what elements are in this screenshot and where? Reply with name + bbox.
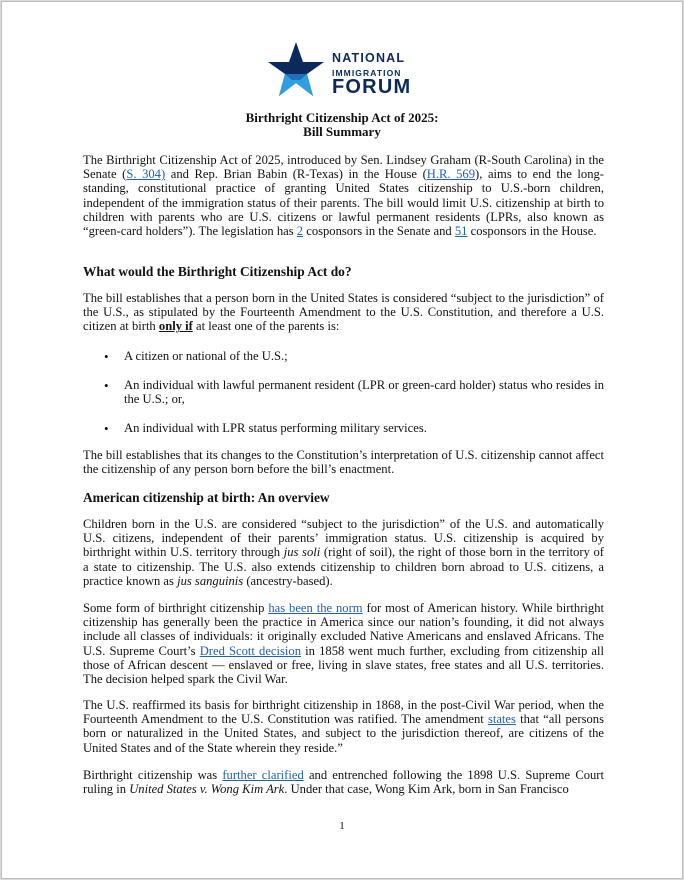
link-further-clarified[interactable]: further clarified	[222, 768, 304, 782]
paragraph-text: and entrenched following the 1898 U.S. Supreme Court ruling in	[83, 768, 604, 797]
document-subtitle: Bill Summary	[303, 124, 381, 139]
intro-text: and Rep. Brian Babin (R-Texas) in the House (	[165, 167, 427, 182]
paragraph-text: The bill establishes that a person born in the United States is considered “subject to the jurisdiction” of the U.S., as stipulated by the Fourteenth Amendment to the U.S. Constitution, and therefore a U.S. citizen at birth	[83, 291, 604, 334]
paragraph-text: Some form of birthright citizenship	[83, 601, 269, 615]
italic-jus-soli: jus soli	[283, 545, 321, 560]
link-senate-cosponsors[interactable]: 2	[296, 224, 304, 239]
document-page	[1, 1, 683, 879]
paragraph-text: . Under that case, Wong Kim Ark, born in San Francisco	[284, 782, 569, 797]
link-has-been-the-norm[interactable]: has been the norm	[268, 601, 363, 615]
wong-kim-ark-paragraph	[83, 768, 604, 796]
bullet-item: An individual with lawful permanent resident (LPR or green-card holder) status who resides in the U.S.; or,	[124, 378, 604, 407]
logo-text-immigration: IMMIGRATION	[332, 68, 402, 78]
paragraph-text: (right of soil), the right of those born in the territory of a state to citizenship. The U.S. also extends citizenship to children born abroad to U.S. citizens, a practice known as	[83, 545, 605, 588]
bullet-item: A citizen or national of the U.S.;	[124, 349, 288, 363]
star-logo-icon	[266, 40, 326, 100]
paragraph-text: (ancestry-based).	[243, 573, 333, 588]
bill-establishes-paragraph	[83, 291, 604, 334]
bullet-icon: •	[104, 421, 109, 436]
section-heading-what-would: What would the Birthright Citizenship Act do?	[83, 264, 352, 279]
enactment-paragraph: The bill establishes that its changes to the Constitution’s interpretation of U.S. citizenship cannot affect the citizenship of any person born before the bill’s enactment.	[83, 448, 604, 477]
bullet-icon: •	[104, 349, 109, 364]
intro-text: cosponsors in the House.	[467, 224, 597, 239]
paragraph-text: for most of American history. While birthright citizenship has generally been the practice in America since our nation’s founding, it did not always include all classes of individuals: it originally excluded Native Americans and enslaved Africans. The U.S. Supreme Court’s	[83, 601, 604, 658]
paragraph-text: at least one of the parents is:	[192, 319, 340, 334]
bullet-item: An individual with LPR status performing military services.	[124, 421, 427, 435]
link-hr569[interactable]: H.R. 569	[426, 167, 476, 182]
link-s304[interactable]: S. 304)	[126, 167, 166, 182]
logo-text-forum: FORUM	[332, 76, 412, 98]
emphasis-only-if: only if	[158, 319, 193, 334]
history-paragraph	[83, 601, 604, 686]
link-house-cosponsors[interactable]: 51	[454, 224, 468, 239]
logo-text-national: NATIONAL	[332, 51, 406, 65]
italic-jus-sanguinis: jus sanguinis	[177, 573, 244, 588]
document-title: Birthright Citizenship Act of 2025:	[245, 110, 439, 125]
page-number: 1	[339, 820, 345, 832]
intro-text: cosponsors in the Senate and	[303, 224, 455, 239]
fourteenth-amendment-paragraph	[83, 698, 604, 755]
paragraph-text: Birthright citizenship was	[83, 768, 223, 782]
intro-text: ), aims to end the long-standing, constitutional practice of granting United States citizenship to U.S.-born children, independent of the immigration status of their parents. The bill would limit U.S. citizenship at birth to children with parents who are U.S. citizens or lawful permanent residents (LPRs, also known as “green-card holders”). The legislation has	[83, 167, 604, 239]
bullet-icon: •	[104, 378, 109, 393]
paragraph-text: The U.S. reaffirmed its basis for birthright citizenship in 1868, in the post-Civil War period, when the Fourteenth Amendment to the U.S. Constitution was ratified. The amendment	[83, 698, 604, 727]
link-dred-scott-decision[interactable]: Dred Scott decision	[199, 643, 302, 658]
link-states[interactable]: states	[487, 712, 516, 727]
paragraph-text: Children born in the U.S. are considered “subject to the jurisdiction” of the U.S. and automatically U.S. citizens, independent of their parents’ immigration status. U.S. citizenship is acquired by birthright within U.S. territory through	[83, 517, 604, 560]
paragraph-text: in 1858 went much further, excluding from citizenship all those of African descent — enslaved or free, living in slave states, free states and all U.S. territories. The decision helped spark the Civil War.	[83, 643, 604, 687]
intro-text: The Birthright Citizenship Act of 2025, introduced by Sen. Lindsey Graham (R-South Carolina) in the Senate (	[83, 153, 604, 182]
overview-paragraph	[83, 517, 604, 588]
section-heading-overview: American citizenship at birth: An overview	[83, 490, 330, 505]
paragraph-text: that “all persons born or naturalized in the United States, and subject to the jurisdiction thereof, are citizens of the United States and of the State wherein they reside.”	[83, 712, 604, 755]
intro-paragraph	[83, 153, 604, 238]
italic-case-name: United States v. Wong Kim Ark	[129, 782, 285, 797]
